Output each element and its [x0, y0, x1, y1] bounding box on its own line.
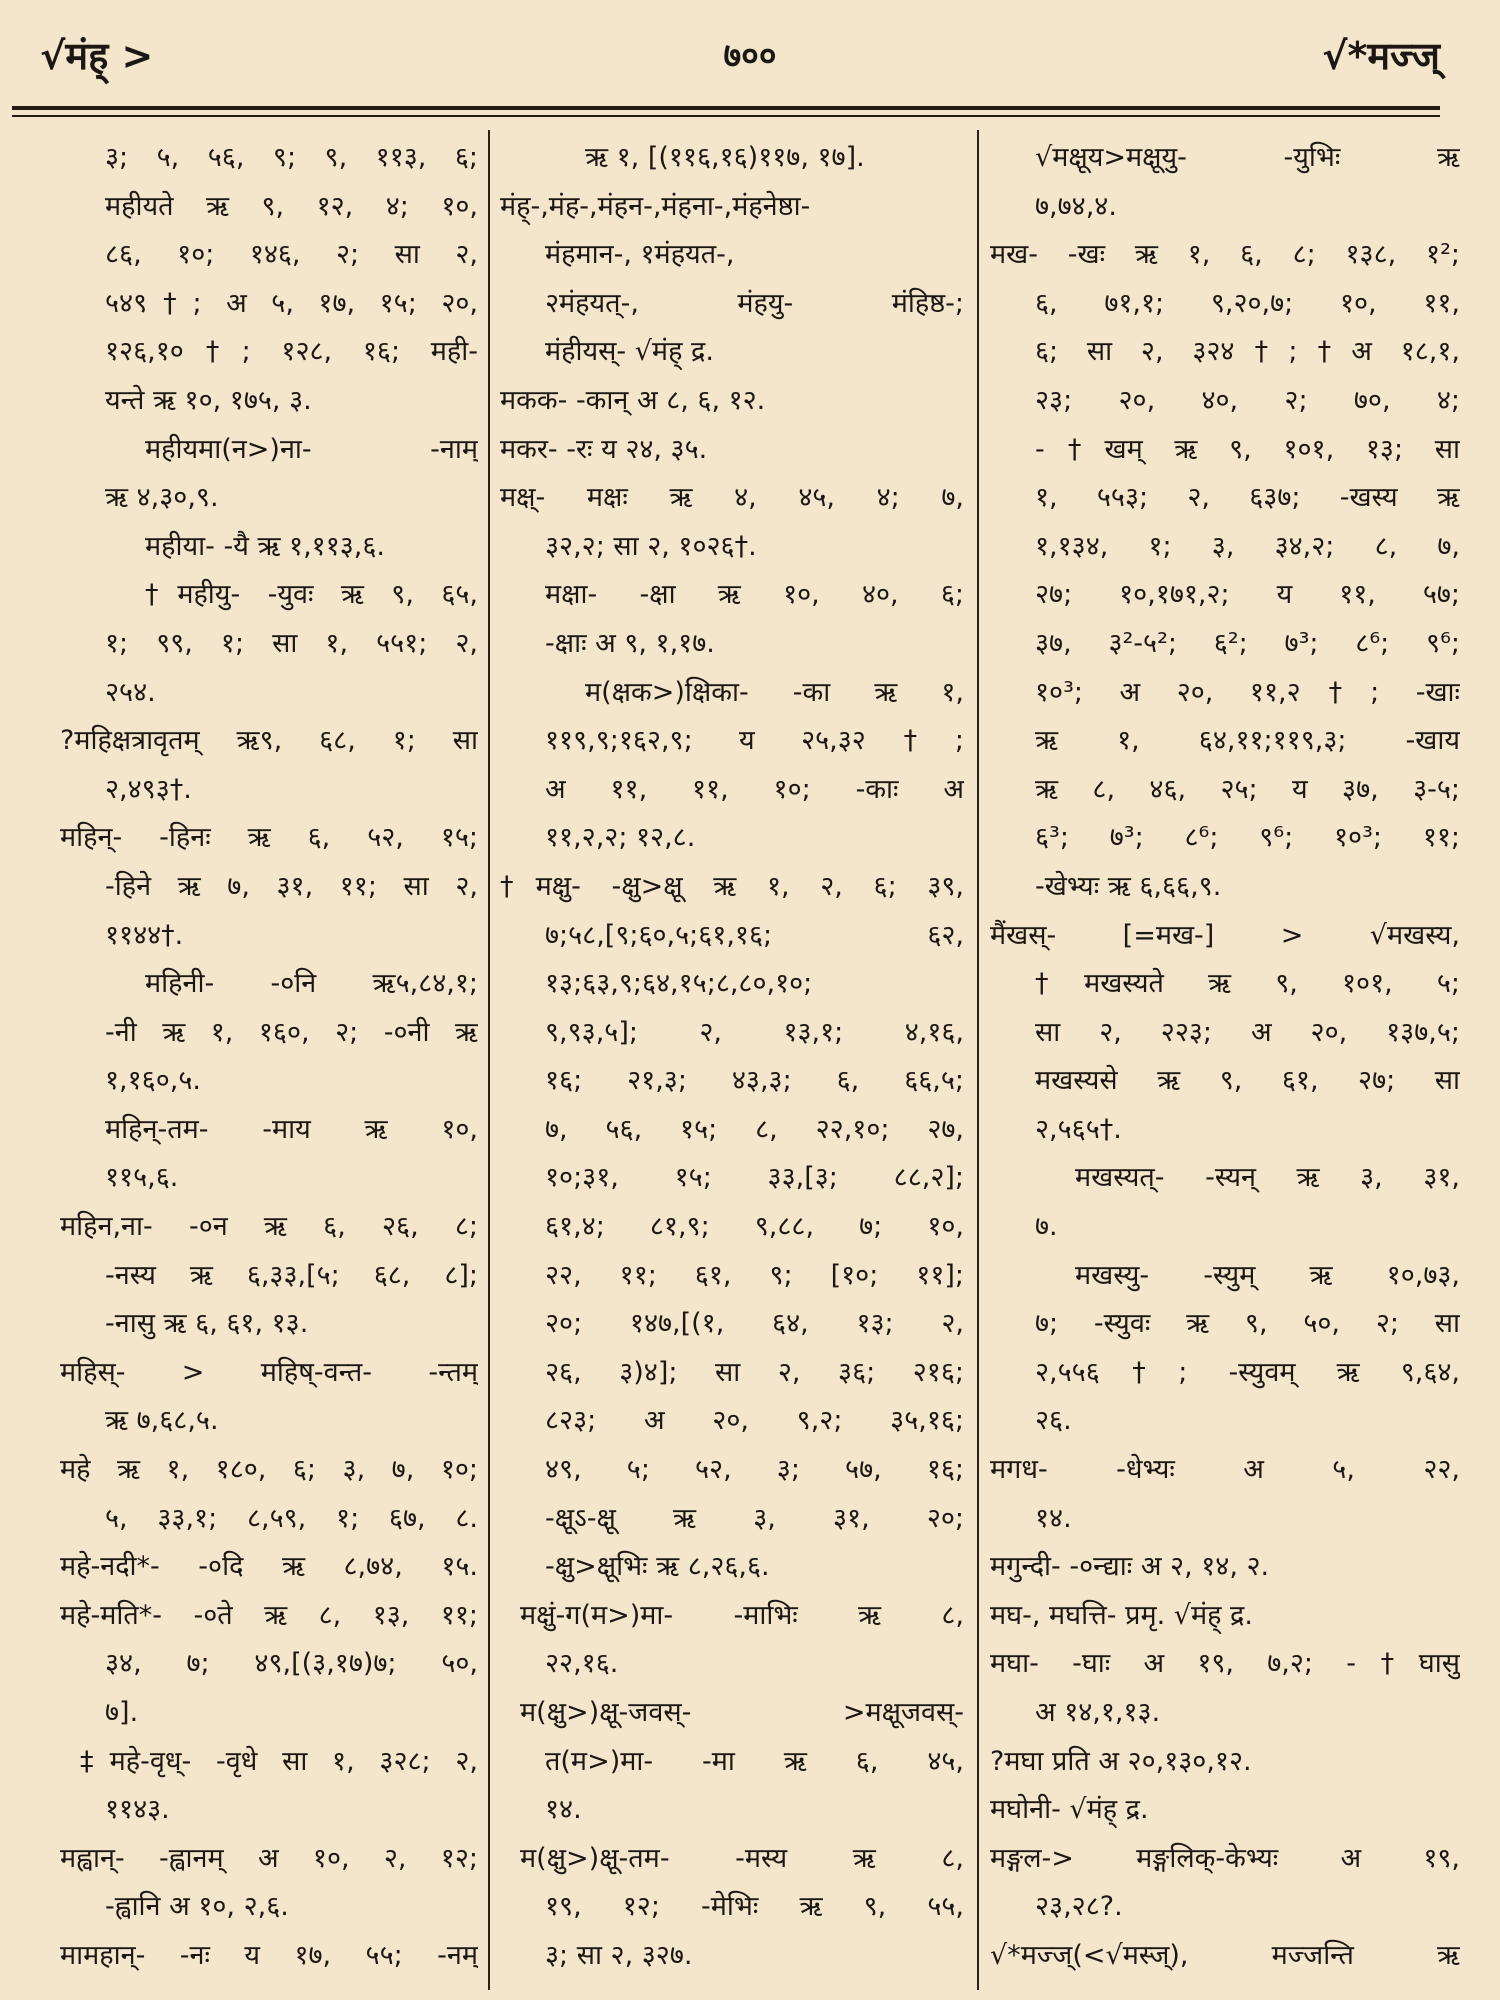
entry-line: ?मघा प्रति अ २०,१३०,१२.	[990, 1745, 1252, 1777]
entry-line: -क्षु>क्षूभिः ऋ ८,२६,६.	[545, 1551, 770, 1583]
entry-line: महीयमा(न>)ना- -नाम्	[145, 433, 478, 465]
entry-line: -†खम् ऋ ९, १०१, १३; सा	[1035, 433, 1460, 465]
entry-line: ?महिक्षत्रावृतम् ऋ९, ६८, १; सा	[60, 725, 478, 757]
entry-line: -ह्वानि अ १०, २,६.	[105, 1891, 289, 1923]
entry-line: सा २, २२३; अ २०, १३७,५;	[1035, 1016, 1460, 1048]
entry-line: ३; ५, ५६, ९; ९, ११३, ६;	[105, 142, 478, 173]
entry-line: मकर- -रः य २४, ३५.	[500, 433, 708, 465]
entry-line: -क्षूऽ-क्षू ऋ ३, ३१, २०;	[545, 1502, 964, 1534]
entry-line: १२६,१०†; १२८, १६; मही-	[105, 336, 478, 368]
entry-line: ११४४†.	[105, 919, 184, 951]
header-left-headword: √मंह् >	[40, 34, 154, 78]
entry-line: ७;५८,[९;६०,५;६१,१६; ६२,	[545, 919, 964, 951]
entry-line: १४.	[1035, 1502, 1072, 1534]
entry-line: ३२,२; सा २, १०२६†.	[545, 530, 757, 562]
column-2	[500, 134, 964, 1994]
entry-line: मामहान्- -नः य १७, ५५; -नम्	[60, 1939, 478, 1971]
entry-line: ५४९†; अ ५, १७, १५; २०,	[105, 287, 478, 319]
entry-line: मख- -खः ऋ १, ६, ८; १३८, १²;	[990, 239, 1460, 271]
entry-line: १, ५५३; २, ६३७; -खस्य ऋ	[1035, 482, 1460, 514]
entry-line: -खेभ्यः ऋ ६,६६,९.	[1035, 870, 1222, 902]
header-right-headword: √*मज्ज्	[1322, 34, 1440, 78]
entry-line: मैंखस्- [=मख-] > √मखस्य,	[990, 919, 1460, 951]
entry-line: २,५६५†.	[1035, 1113, 1122, 1145]
entry-line: यन्ते ऋ १०, १७५, ३.	[105, 384, 312, 416]
entry-line: म(क्षु>)क्षू-जवस्- >मक्षूजवस्-	[520, 1697, 964, 1728]
entry-line: २३; २०, ४०, २; ७०, ४;	[1035, 384, 1460, 416]
entry-line: ११५,६.	[105, 1162, 179, 1194]
entry-line: ११,२,२; १२,८.	[545, 822, 696, 854]
column-1	[60, 134, 478, 1994]
entry-line: ‡महे-वृध्- -वृधे सा १, ३२८; २,	[80, 1745, 478, 1777]
entry-line: †महीयु- -युवः ऋ ९, ६५,	[145, 579, 478, 611]
entry-line: २६.	[1035, 1405, 1072, 1437]
entry-line: ८२३; अ २०, ९,२; ३५,१६;	[545, 1405, 964, 1437]
entry-line: मगुन्दी- -०न्द्याः अ २, १४, २.	[990, 1551, 1270, 1583]
entry-line: त(म>)मा- -मा ऋ ६, ४५,	[545, 1745, 964, 1777]
entry-line: ७,७४,४.	[1035, 190, 1117, 222]
entry-line: ६; सा २, ३२४†;†अ १८,१,	[1035, 336, 1460, 368]
entry-line: मघ-, मघत्ति- प्रमृ. √मंह् द्र.	[990, 1599, 1253, 1631]
entry-line: २७; १०,१७१,२; य ११, ५७;	[1035, 579, 1460, 611]
entry-line: मंहीयस्- √मंह् द्र.	[545, 336, 714, 368]
entry-line: अ १४,१,१३.	[1035, 1697, 1161, 1728]
entry-line: महे-नदी*- -०दि ऋ ८,७४, १५.	[60, 1551, 478, 1583]
entry-line: ऋ ७,६८,५.	[105, 1405, 219, 1437]
entry-line: ३; सा २, ३२७.	[545, 1939, 693, 1971]
entry-line: ऋ १, [(११६,१६)११७, १७].	[585, 142, 865, 173]
entry-line: १,१६०,५.	[105, 1065, 201, 1097]
entry-line: ६, ७१,१; ९,२०,७; १०, ११,	[1035, 287, 1460, 319]
entry-line: महीया- -यै ऋ १,११३,६.	[145, 530, 386, 562]
entry-line: २३,२८?.	[1035, 1891, 1123, 1923]
entry-line: २६, ३)४]; सा २, ३६; २१६;	[545, 1356, 964, 1388]
entry-line: महे ऋ १, १८०, ६; ३, ७, १०;	[60, 1454, 478, 1486]
text-columns	[0, 122, 1500, 2000]
entry-line: मघोनी- √मंह् द्र.	[990, 1794, 1149, 1826]
header-rule-thick	[12, 106, 1440, 110]
entry-line: १४.	[545, 1794, 582, 1826]
entry-line: मघा- -घाः अ १९, ७,२; -†घासु	[990, 1648, 1460, 1680]
entry-line: मंहमान-, १मंहयत-,	[545, 239, 735, 271]
entry-line: मखस्यु- -स्युम् ऋ १०,७३,	[1075, 1259, 1460, 1291]
entry-line: -नी ऋ १, १६०, २; -०नी ऋ	[105, 1016, 478, 1048]
entry-line: २०; १४७,[(१, ६४, १३; २,	[545, 1308, 964, 1340]
entry-line: ७; -स्युवः ऋ ९, ५०, २; सा	[1035, 1308, 1460, 1340]
entry-line: ७, ५६, १५; ८, २२,१०; २७,	[545, 1113, 964, 1145]
entry-line: १०³; अ २०, ११,२†; -खाः	[1035, 676, 1460, 708]
entry-line: ८६, १०; १४६, २; सा २,	[105, 239, 478, 271]
entry-line: महीयते ऋ ९, १२, ४; १०,	[105, 190, 478, 222]
entry-line: महे-मति*- -०ते ऋ ८, १३, ११;	[60, 1599, 478, 1631]
entry-line: महिन्-तम- -माय ऋ १०,	[105, 1113, 478, 1145]
entry-line: -नासु ऋ ६, ६१, १३.	[105, 1308, 309, 1340]
entry-line: २२,१६.	[545, 1648, 619, 1680]
entry-line: महिन,ना- -०न ऋ ६, २६, ८;	[60, 1211, 478, 1243]
entry-line: महिन्- -हिनः ऋ ६, ५२, १५;	[60, 822, 478, 854]
entry-line: ७.	[1035, 1211, 1058, 1243]
entry-line: √*मज्ज्(<√मस्ज्), मज्जन्ति ऋ	[990, 1939, 1460, 1971]
entry-line: २५४.	[105, 676, 156, 708]
running-header	[0, 30, 1500, 90]
entry-line: ४९, ५; ५२, ३; ५७, १६;	[545, 1454, 964, 1486]
entry-line: ११४३.	[105, 1794, 170, 1826]
entry-line: २,५५६†; -स्युवम् ऋ ९,६४,	[1035, 1356, 1460, 1388]
entry-line: १९, १२; -मेभिः ऋ ९, ५५,	[545, 1891, 964, 1923]
entry-line: ११९,९;१६२,९; य २५,३२†;	[545, 725, 964, 757]
header-rule-thin	[12, 115, 1440, 117]
entry-line: महिस्- > महिष्-वन्त- -न्तम्	[60, 1356, 478, 1388]
entry-line: -हिने ऋ ७, ३१, ११; सा २,	[105, 870, 478, 902]
entry-line: ऋ ४,३०,९.	[105, 482, 219, 514]
entry-line: १६; २१,३; ४३,३; ६, ६६,५;	[545, 1065, 964, 1097]
entry-line: मखस्यसे ऋ ९, ६१, २७; सा	[1035, 1065, 1460, 1097]
entry-line: मक्ष्- मक्षः ऋ ४, ४५, ४; ७,	[500, 482, 964, 514]
entry-line: मखस्यत्- -स्यन् ऋ ३, ३१,	[1075, 1162, 1460, 1194]
entry-line: १; ९९, १; सा १, ५५१; २,	[105, 627, 478, 659]
entry-line: ५, ३३,१; ८,५९, १; ६७, ८.	[105, 1502, 478, 1534]
entry-line: ९,९३,५]; २, १३,१; ४,१६,	[545, 1016, 964, 1048]
entry-line: अ ११, ११, १०; -काः अ	[545, 773, 964, 805]
entry-line: १०;३१, १५; ३३,[३; ८८,२];	[545, 1162, 964, 1194]
entry-line: म(क्षु>)क्षू-तम- -मस्य ऋ ८,	[520, 1842, 964, 1874]
entry-line: ६³; ७³; ८⁶; ९⁶; १०³; ११;	[1035, 822, 1460, 854]
entry-line: मङ्गल-> मङ्गलिक्-केभ्यः अ १९,	[990, 1842, 1460, 1874]
entry-line: महिनी- -०नि ऋ५,८४,१;	[145, 968, 478, 1000]
entry-line: मह्वान्- -ह्वानम् अ १०, २, १२;	[60, 1842, 478, 1874]
entry-line: ऋ ८, ४६, २५; य ३७, ३-५;	[1035, 773, 1460, 805]
page-number: ७००	[723, 36, 777, 76]
entry-line: मगध- -धेभ्यः अ ५, २२,	[990, 1454, 1460, 1486]
entry-line: मकक- -कान् अ ८, ६, १२.	[500, 384, 766, 416]
entry-line: ऋ १, ६४,११;११९,३; -खाय	[1035, 725, 1460, 757]
entry-line: मक्षुं-ग(म>)मा- -माभिः ऋ ८,	[520, 1599, 964, 1631]
entry-line: √मक्षूय>मक्षूयु- -युभिः ऋ	[1035, 142, 1460, 173]
column-3	[990, 134, 1460, 1994]
entry-line: ३४, ७; ४९,[(३,१७)७; ५०,	[105, 1648, 478, 1680]
entry-line: -नस्य ऋ ६,३३,[५; ६८, ८];	[105, 1259, 478, 1291]
entry-line: म(क्षक>)क्षिका- -का ऋ १,	[585, 676, 964, 708]
entry-line: †मखस्यते ऋ ९, १०१, ५;	[1035, 968, 1460, 1000]
entry-line: १,१३४, १; ३, ३४,२; ८, ७,	[1035, 530, 1460, 562]
entry-line: †मक्षु- -क्षु>क्षू ऋ १, २, ६; ३९,	[500, 870, 964, 902]
entry-line: २२, ११; ६१, ९; [१०; ११];	[545, 1259, 964, 1291]
entry-line: ७].	[105, 1697, 139, 1728]
entry-line: १३;६३,९;६४,१५;८,८०,१०;	[545, 968, 813, 1000]
entry-line: -क्षाः अ ९, १,१७.	[545, 627, 715, 659]
entry-line: ३७, ३²-५²; ६²; ७³; ८⁶; ९⁶;	[1035, 627, 1460, 659]
entry-line: ६१,४; ८१,९; ९,८८, ७; १०,	[545, 1211, 964, 1243]
entry-line: २,४९३†.	[105, 773, 192, 805]
entry-line: २मंहयत्-, मंहयु- मंहिष्ठ-;	[545, 287, 964, 319]
entry-line: मंह्-,मंह-,मंहन-,मंहना-,मंहनेष्ठा-	[500, 190, 811, 222]
entry-line: मक्षा- -क्षा ऋ १०, ४०, ६;	[545, 579, 964, 611]
